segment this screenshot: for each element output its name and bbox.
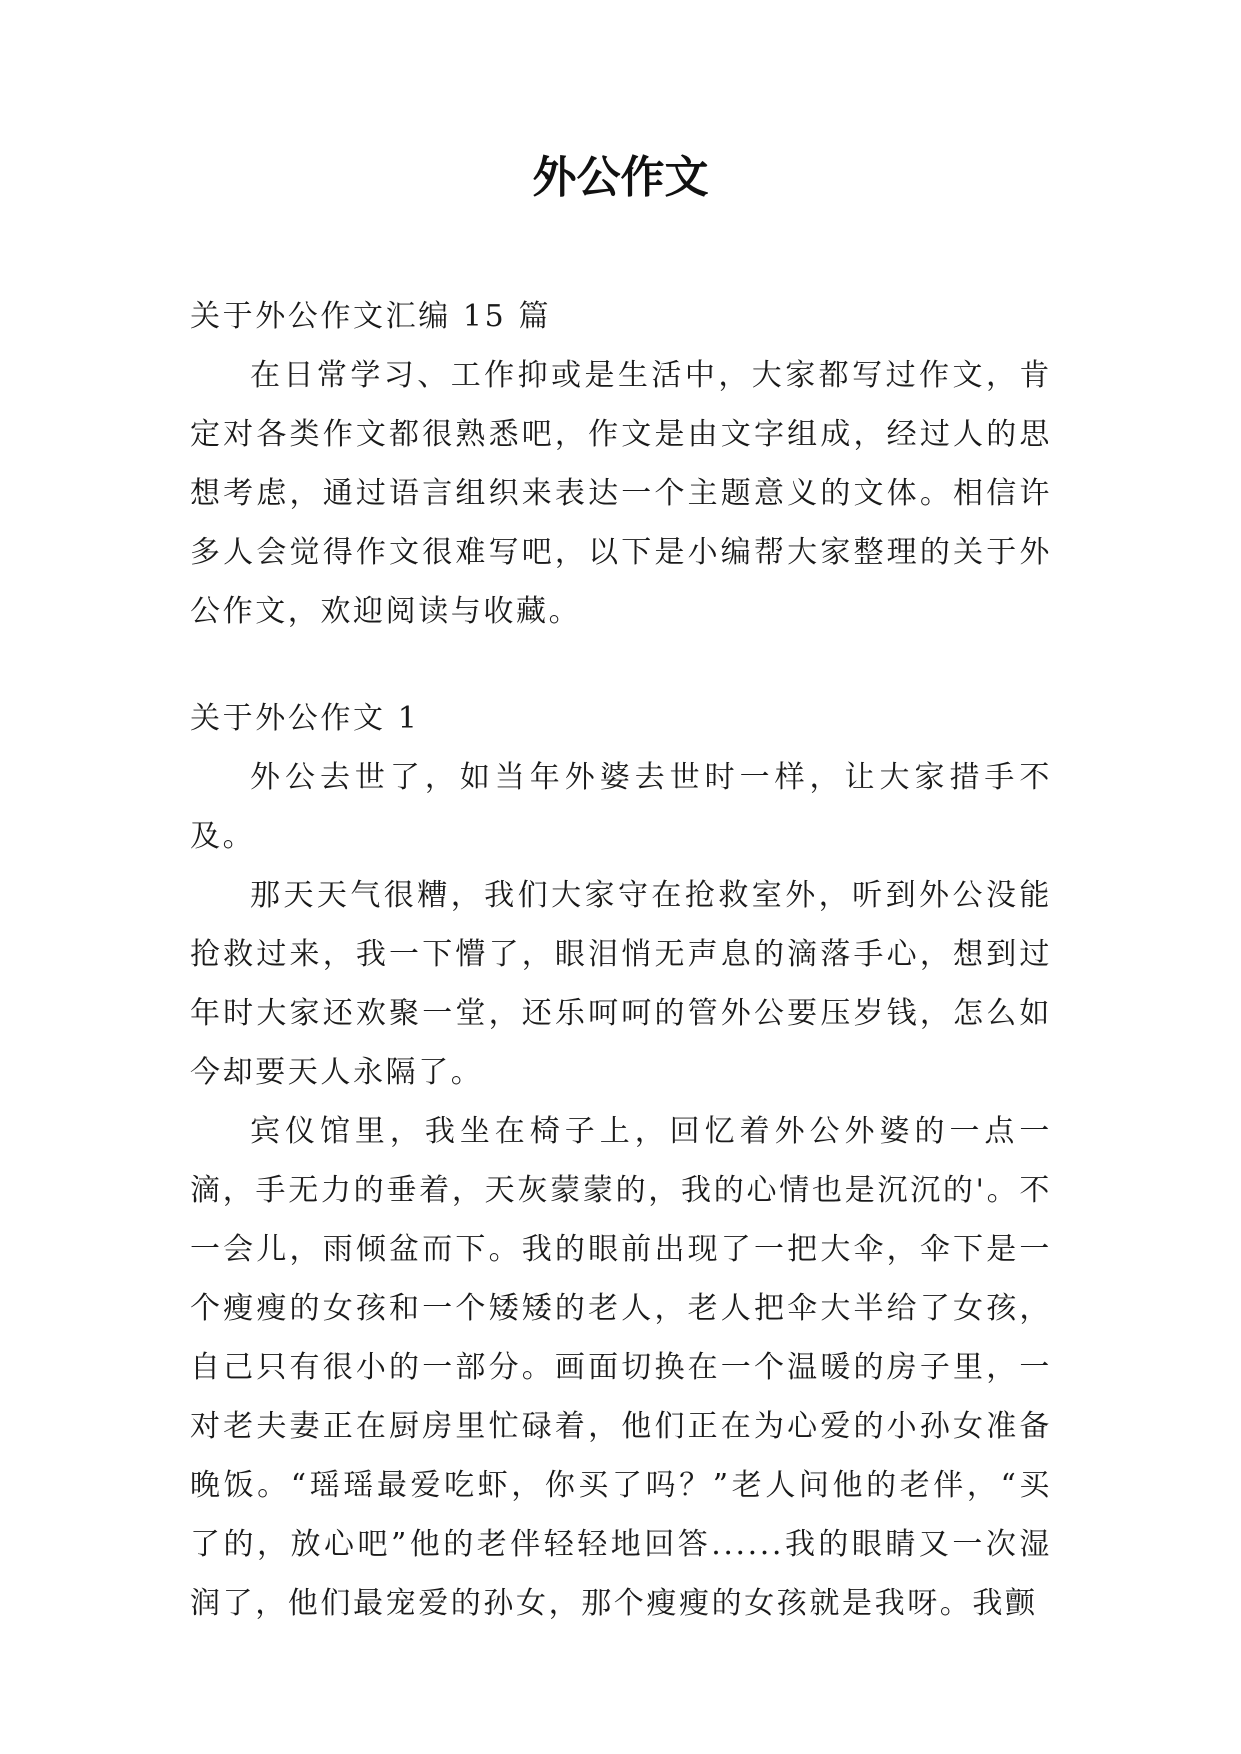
intro-paragraph: 在日常学习、工作抑或是生活中，大家都写过作文，肯定对各类作文都很熟悉吧，作文是由文字组成，经过人的思想考虑，通过语言组织来表达一个主题意义的文体。相信许多人会觉得作文很难写吧，以下是小编帮大家整理的关于外公作文，欢迎阅读与收藏。 bbox=[190, 358, 1052, 629]
essay-section-1 bbox=[190, 689, 1052, 1633]
document-title: 外公作文 bbox=[532, 152, 709, 203]
document-subtitle: 关于外公作文汇编 15 篇 bbox=[190, 299, 552, 334]
body-paragraph: 那天天气很糟，我们大家守在抢救室外，听到外公没能抢救过来，我一下懵了，眼泪悄无声息的滴落手心，想到过年时大家还欢聚一堂，还乐呵呵的管外公要压岁钱，怎么如今却要天人永隔了。 bbox=[190, 878, 1052, 1090]
body-paragraph: 外公去世了，如当年外婆去世时一样，让大家措手不及。 bbox=[190, 760, 1052, 854]
body-paragraph: 宾仪馆里，我坐在椅子上，回忆着外公外婆的一点一滴，手无力的垂着，天灰蒙蒙的，我的心情也是沉沉的'。不一会儿，雨倾盆而下。我的眼前出现了一把大伞，伞下是一个瘦瘦的女孩和一个矮矮的老人，老人把伞大半给了女孩，自己只有很小的一部分。画面切换在一个温暖的房子里，一对老夫妻正在厨房里忙碌着，他们正在为心爱的小孙女准备晚饭。“瑶瑶最爱吃虾，你买了吗？”老人问他的老伴，“买了的，放心吧”他的老伴轻轻地回答......我的眼睛又一次湿润了，他们最宠爱的孙女，那个瘦瘦的女孩就是我呀。我颤 bbox=[190, 1114, 1052, 1621]
section-heading: 关于外公作文 1 bbox=[190, 701, 420, 736]
document-body bbox=[190, 287, 1052, 1633]
section-spacer bbox=[190, 641, 1052, 689]
